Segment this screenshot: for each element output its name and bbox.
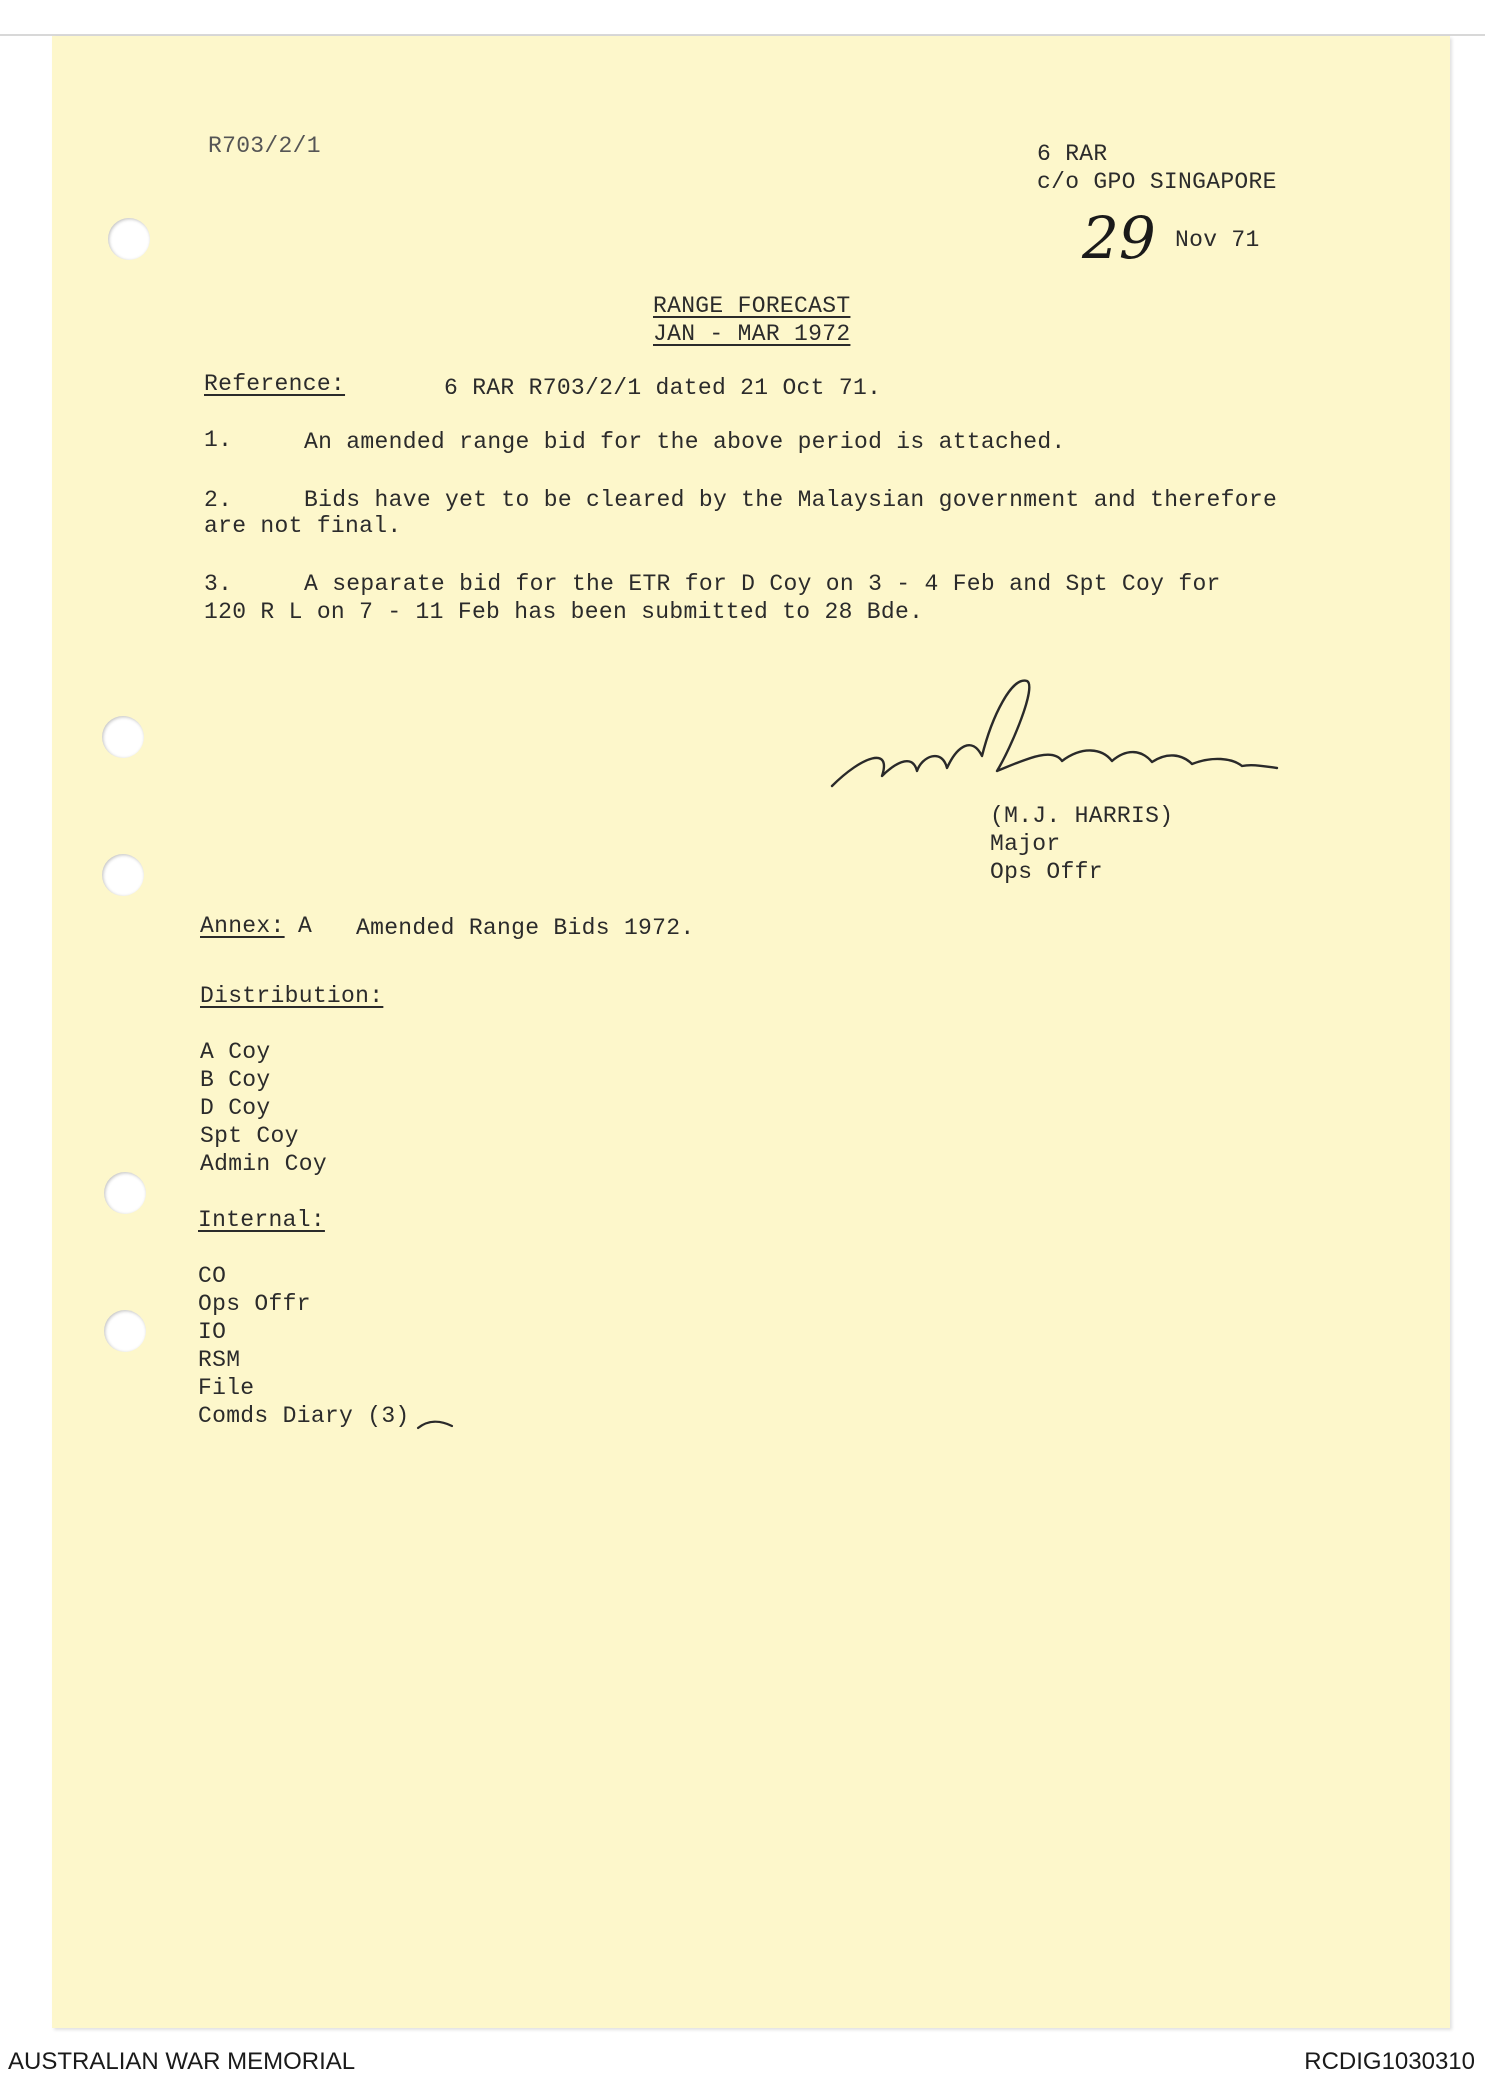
internal-label: Internal: xyxy=(198,1207,325,1233)
annex-label: Annex: xyxy=(200,913,285,939)
signatory-role: Ops Offr xyxy=(990,859,1103,885)
paragraph-text: are not final. xyxy=(204,513,402,539)
distribution-item: Spt Coy xyxy=(200,1123,299,1149)
internal-item: Ops Offr xyxy=(198,1291,311,1317)
punch-hole xyxy=(102,854,144,896)
internal-item: RSM xyxy=(198,1347,241,1373)
paragraph-number: 3. xyxy=(204,571,233,597)
punch-hole xyxy=(104,1310,146,1352)
punch-hole xyxy=(104,1172,146,1214)
handwritten-tick-mark xyxy=(416,1416,456,1432)
paragraph-text: Bids have yet to be cleared by the Malaysian government and therefore xyxy=(304,487,1278,513)
paragraph-text: 120 R L on 7 - 11 Feb has been submitted to 28 Bde. xyxy=(204,599,924,625)
footer-archive-name: AUSTRALIAN WAR MEMORIAL xyxy=(8,2048,356,2075)
footer-catalogue-id: RCDIG1030310 xyxy=(1304,2048,1475,2075)
distribution-item: A Coy xyxy=(200,1039,271,1065)
annex-text: Amended Range Bids 1972. xyxy=(356,915,695,941)
internal-item: Comds Diary (3) xyxy=(198,1403,410,1429)
unit-name: 6 RAR xyxy=(1037,141,1108,167)
document-subtitle: JAN - MAR 1972 xyxy=(653,321,851,347)
signatory-name: (M.J. HARRIS) xyxy=(990,803,1174,829)
punch-hole xyxy=(102,716,144,758)
reference-text: 6 RAR R703/2/1 dated 21 Oct 71. xyxy=(444,375,882,401)
file-reference: R703/2/1 xyxy=(208,133,321,159)
distribution-item: Admin Coy xyxy=(200,1151,327,1177)
annex-letter: A xyxy=(298,913,313,939)
punch-hole xyxy=(108,218,150,260)
internal-item: CO xyxy=(198,1263,227,1289)
distribution-label: Distribution: xyxy=(200,983,384,1009)
signatory-rank: Major xyxy=(990,831,1061,857)
distribution-item: B Coy xyxy=(200,1067,271,1093)
date-month-year: Nov 71 xyxy=(1175,227,1260,253)
reference-label: Reference: xyxy=(204,371,346,397)
paragraph-number: 1. xyxy=(204,427,233,453)
paragraph-text: A separate bid for the ETR for D Coy on 3 - 4 Feb and Spt Coy for xyxy=(304,571,1221,597)
paragraph-number: 2. xyxy=(204,487,233,513)
internal-item: IO xyxy=(198,1319,227,1345)
handwritten-date-day: 29 xyxy=(1082,204,1156,272)
distribution-item: D Coy xyxy=(200,1095,271,1121)
document-page xyxy=(52,36,1450,2028)
paragraph-text: An amended range bid for the above period is attached. xyxy=(304,429,1066,455)
internal-item: File xyxy=(198,1375,255,1401)
unit-address: c/o GPO SINGAPORE xyxy=(1037,169,1277,195)
handwritten-signature xyxy=(822,676,1292,816)
document-title: RANGE FORECAST xyxy=(653,293,851,319)
